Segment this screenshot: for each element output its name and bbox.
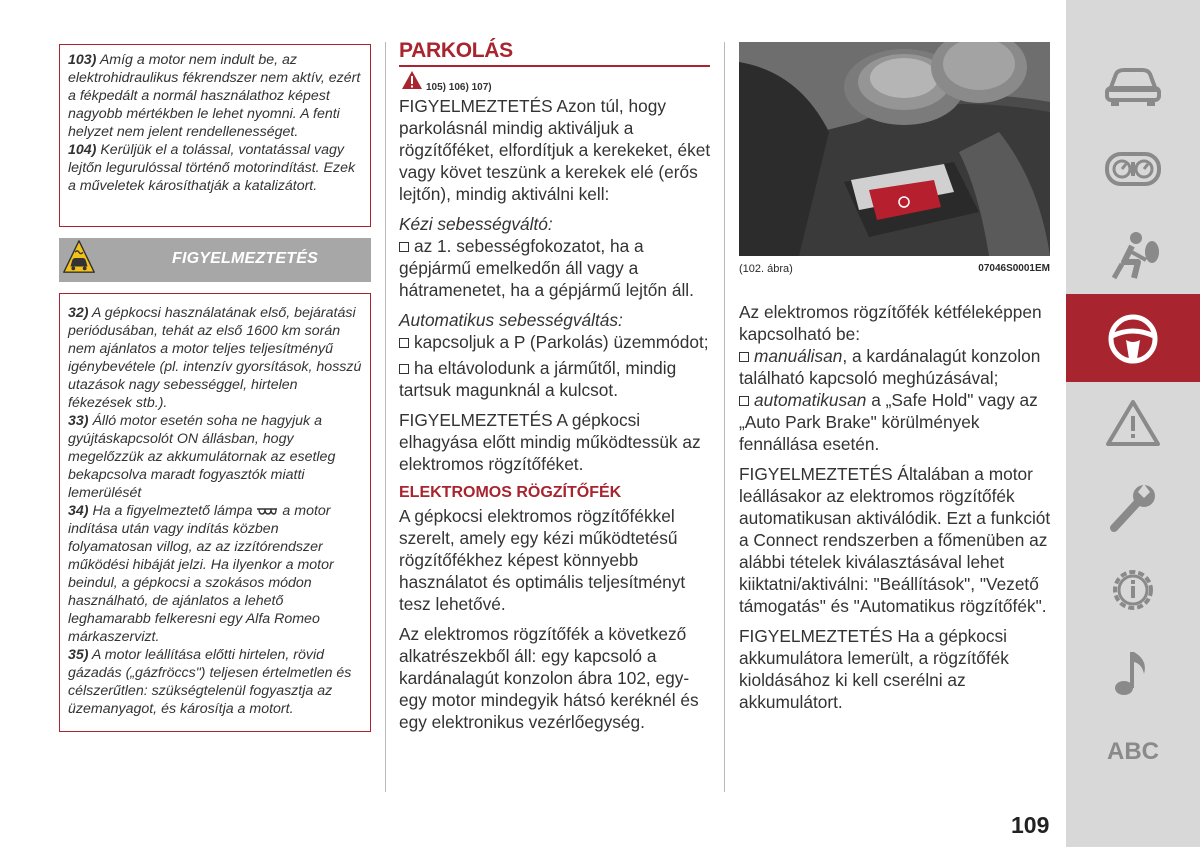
sidebar-item-maintenance[interactable] [1066,460,1200,548]
airbag-person-icon [1104,230,1162,282]
abc-index-label: ABC [1107,738,1159,765]
warning-title: FIGYELMEZTETÉS [172,250,318,267]
glow-plug-icon [256,505,278,517]
note-103: 103) Amíg a motor nem indult be, az elektrohidraulikus fékrendszer nem aktív, ezért a fékpedált a normál használathoz képest nagyobb mértékben le lehet nyomni. A fenti helyzet nem jelent rendellenességet. [68,52,361,140]
sidebar-item-car[interactable] [1066,44,1200,132]
warning-header [59,238,371,282]
warning-refs [399,67,711,95]
paragraph: Az elektromos rögzítőfék a következő alkatrészekből áll: egy kapcsoló a kardánalagút konzolon ábra 102, egy-egy motor mindegyik hátsó keréknél és egy elektronikus vezérlőegység. [399,624,699,732]
music-note-icon [1104,646,1162,702]
chapter-sidebar [1066,0,1200,847]
checkbox-bullet-icon [739,396,749,406]
note-33: 33) Álló motor esetén soha ne hagyjuk a gyújtáskapcsolót ON állásban, hogy megelőzzük az akkumulátornak az esetleg bekapcsolva maradt fogyasztók miatti lemerülését [68,413,336,501]
notes-box-32-35 [59,293,371,732]
list-item: manuálisan, a kardánalagút konzolon található kapcsoló meghúzásával; [739,346,1041,388]
note-34: 34) Ha a figyelmeztető lámpa a motor indítása után vagy indítás közben folyamatosan villog, az az izzítórendszer működési hibáját jelzi. Ha ilyenkor a motor beindul, a gépkocsi a szokásos módon használható, de ajánlatos a lehető leghamarabb felkeresni egy Alfa Romeo márkaszervizt. [68,503,334,645]
sidebar-item-warnings[interactable] [1066,378,1200,466]
sidebar-item-multimedia[interactable] [1066,626,1200,714]
warning-ref-numbers: 105) 106) 107) [426,82,492,93]
figure-code: 07046S0001EM [978,263,1050,274]
manual-gearbox-label: Kézi sebességváltó: [399,214,553,234]
steering-wheel-icon [1104,314,1162,364]
figure-label: (102. ábra) [739,263,793,275]
note-35: 35) A motor leállítása előtti hirtelen, rövid gázadás („gázfröccs") teljesen értelmetlen és célszerűtlen: szükségtelenül fogyasztja az üzemanyagot, és károsítja a motort. [68,647,352,717]
column-divider [385,42,386,792]
car-icon [1104,64,1162,108]
checkbox-bullet-icon [399,364,409,374]
warning-triangle-icon [401,70,423,90]
info-gear-icon [1104,564,1162,616]
checkbox-bullet-icon [739,352,749,362]
paragraph: FIGYELMEZTETÉS Általában a motor leállásakor az elektromos rögzítőfék automatikusan aktiválódik. Ezt a funkciót a Connect rendszerben a főmenüben az alábbi tételek kiválasztásával lehet kiiktatni/aktiválni: "Beállítások", "Vezető támogatás" és "Automatikus rögzítőfék". [739,464,1051,616]
warning-triangle-icon [1104,398,1162,448]
paragraph: A gépkocsi elektromos rögzítőfékkel szerelt, amely egy kézi működtetésű rögzítőfékhez képest könnyebb használatot és optimális teljesítményt tesz lehetővé. [399,506,686,614]
column-divider [724,42,725,792]
paragraph: FIGYELMEZTETÉS A gépkocsi elhagyása előtt mindig működtessük az elektromos rögzítőféket. [399,410,701,474]
section-heading-parkolas: PARKOLÁS [399,39,513,62]
sidebar-item-dashboard[interactable] [1066,128,1200,216]
list-item: az 1. sebességfokozatot, ha a gépjármű emelkedőn áll vagy a hátramenetet, ha a gépjármű lejtőn áll. [399,236,694,300]
note-32: 32) A gépkocsi használatának első, bejáratási periódusában, tehát az első 1600 km során nem ajánlatos a motor teljes teljesítményű igénybevétele (pl. intenzív gyorsítások, hosszú utazások nagy sebességgel, hirtelen fékezések stb.). [68,305,362,411]
wrench-icon [1104,480,1162,536]
notes-box-103-104 [59,44,371,227]
page-number: 109 [1011,812,1050,838]
paragraph: Az elektromos rögzítőfék kétféleképpen kapcsolható be: [739,302,1042,344]
list-item: kapcsoljuk a P (Parkolás) üzemmódot; [399,331,711,353]
middle-column [399,38,711,741]
paragraph: FIGYELMEZTETÉS Azon túl, hogy parkolásnál mindig aktiváljuk a rögzítőféket, elfordítjuk a kerekeket, éket vagy követ teszünk a kerekek elé (erős lejtőn), mindig aktiválni kell: [399,96,711,204]
note-104: 104) Kerüljük el a tolással, vontatással vagy lejtőn legurulóssal történő motorindítást. Ezek a műveletek károsíthatják a katalizátort. [68,142,356,194]
list-item: automatikusan a „Safe Hold" vagy az „Auto Park Brake" körülmények fennállása esetén. [739,390,1038,454]
paragraph: FIGYELMEZTETÉS Ha a gépkocsi akkumulátora lemerült, a rögzítőfék kioldásához ki kell cserélni az akkumulátort. [739,626,1009,712]
console-illustration [739,42,1050,256]
checkbox-bullet-icon [399,242,409,252]
sidebar-item-driving[interactable] [1066,294,1200,382]
section-heading-electric-brake: ELEKTROMOS RÖGZÍTŐFÉK [399,484,622,501]
sidebar-item-safety[interactable] [1066,210,1200,298]
right-column [739,301,1054,721]
sidebar-item-index[interactable] [1066,708,1200,796]
sidebar-item-technical-data[interactable] [1066,544,1200,632]
list-item: ha eltávolodunk a járműtől, mindig tartsuk magunknál a kulcsot. [399,358,677,400]
warning-car-icon [61,238,97,276]
checkbox-bullet-icon [399,338,409,348]
dashboard-icon [1104,148,1162,192]
auto-gearbox-label: Automatikus sebességváltás: [399,310,623,330]
figure-102-console-photo [739,42,1050,256]
